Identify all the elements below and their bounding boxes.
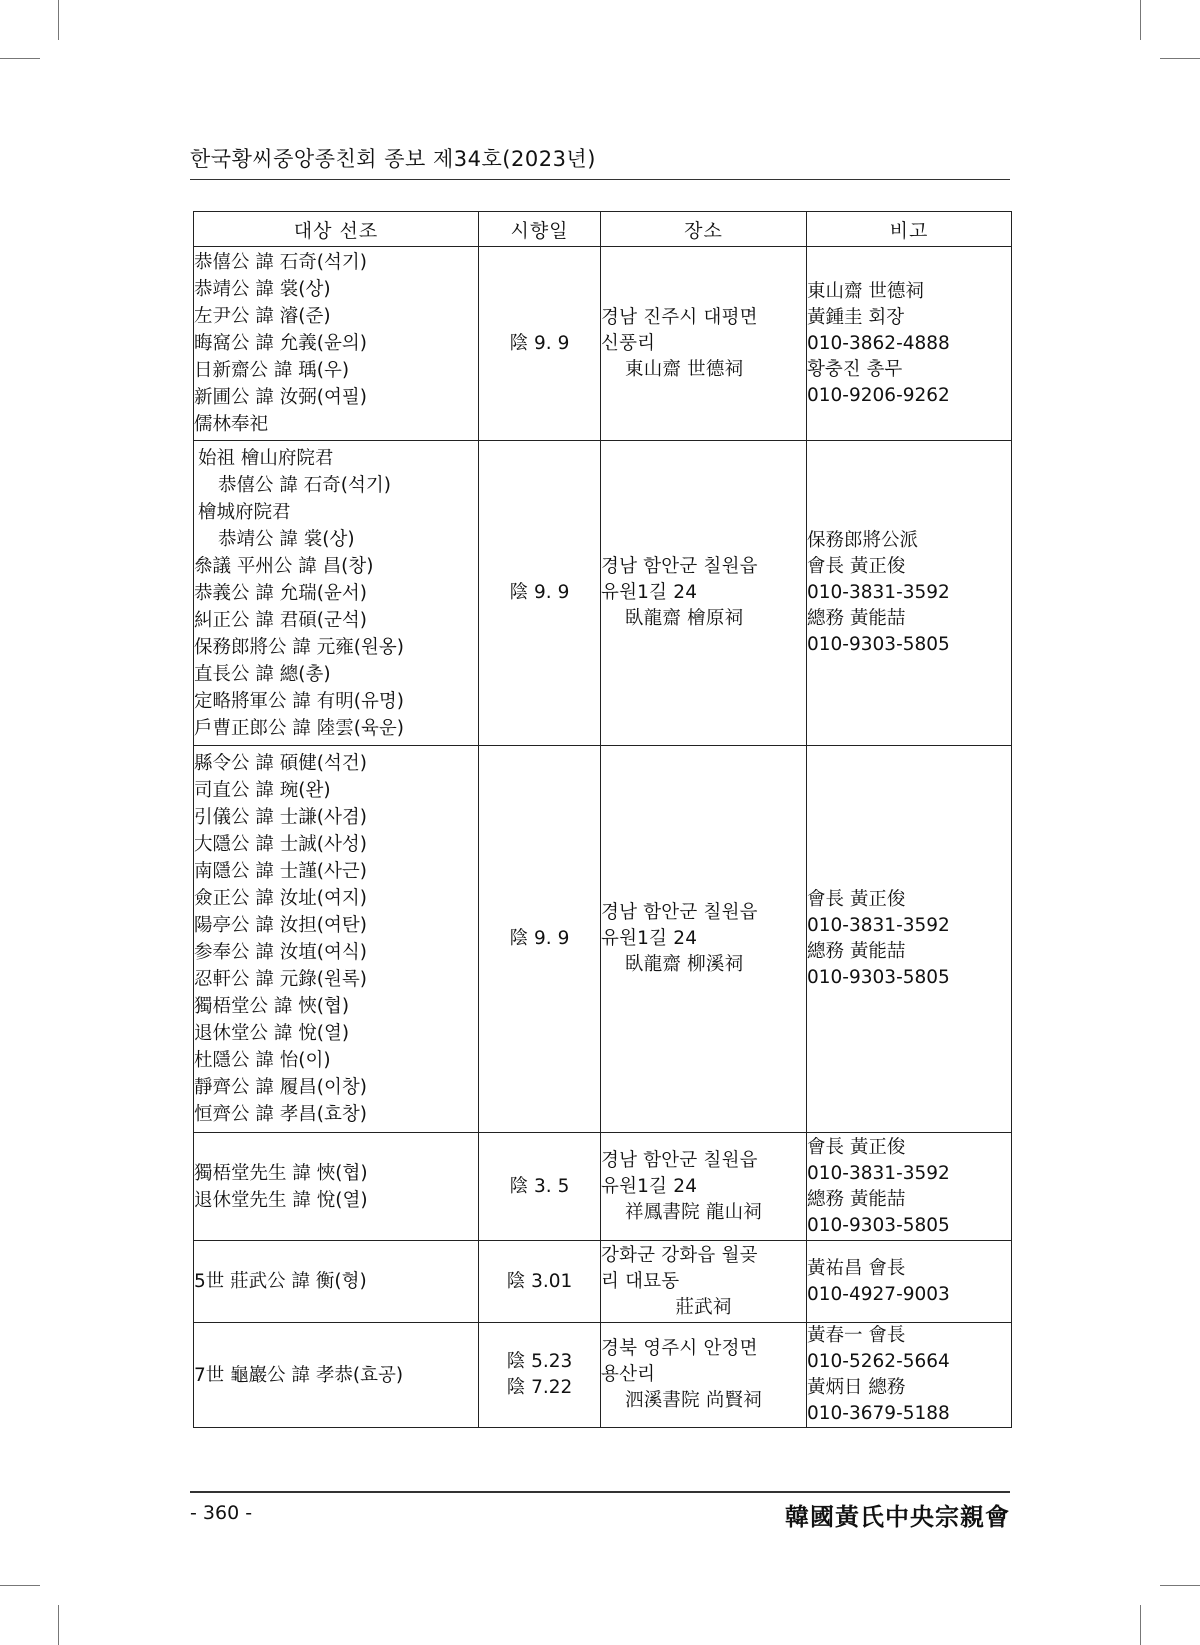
note-line: 會長 黃正俊	[807, 889, 906, 910]
ancestor-name: 忍軒公 諱 元錄(원록)	[194, 969, 367, 990]
place-cell	[601, 1241, 807, 1323]
note-phone: 010-3831-3592	[807, 582, 950, 603]
note-line: 總務 黃能喆	[807, 941, 906, 962]
rite-date: 陰 3. 5	[509, 1175, 570, 1197]
crop-mark	[0, 58, 40, 59]
rite-date: 陰 9. 9	[509, 332, 570, 354]
rite-date: 陰 9. 9	[509, 582, 570, 603]
column-header-ancestors: 대상 선조	[194, 212, 479, 247]
crop-mark	[58, 0, 59, 40]
column-header-place: 장소	[601, 212, 807, 247]
ancestors-cell	[194, 441, 479, 746]
place-line: 경남 진주시 대평면	[601, 306, 758, 328]
date-cell	[479, 247, 601, 441]
ancestor-name: 始祖 檜山府院君	[198, 447, 334, 469]
note-phone: 010-3862-4888	[807, 332, 950, 354]
ancestor-name: 糾正公 諱 君碩(군석)	[194, 609, 367, 631]
note-phone: 010-9303-5805	[807, 1214, 950, 1236]
place-line: 경북 영주시 안정면	[601, 1338, 758, 1359]
ancestors-cell	[194, 746, 479, 1133]
place-line: 용산리	[601, 1364, 656, 1385]
place-shrine: 東山齋 世德祠	[625, 358, 744, 380]
table-row	[194, 1323, 1012, 1428]
rite-date: 陰 3.01	[506, 1270, 573, 1292]
note-line: 會長 黃正俊	[807, 1136, 906, 1158]
page-number: - 360 -	[190, 1502, 253, 1524]
ancestor-name: 退休堂公 諱 悅(열)	[194, 1023, 350, 1044]
ancestor-name: 南隱公 諱 士謹(사근)	[194, 861, 367, 882]
date-cell	[479, 441, 601, 746]
ancestor-name: 叅議 平州公 諱 昌(창)	[194, 555, 374, 577]
ancestor-name: 恒齊公 諱 孝昌(효창)	[194, 1104, 367, 1125]
ancestors-cell	[194, 1133, 479, 1241]
note-line: 黃祐昌 會長	[807, 1257, 906, 1279]
ancestor-name: 恭義公 諱 允瑞(윤서)	[194, 582, 367, 604]
crop-mark	[1140, 0, 1141, 40]
ancestor-name: 獨梧堂公 諱 悏(협)	[194, 996, 350, 1017]
place-shrine: 泗溪書院 尚賢祠	[625, 1390, 762, 1411]
ancestor-name: 参奉公 諱 汝埴(여식)	[194, 942, 367, 963]
table-row	[194, 1241, 1012, 1323]
note-line: 黃鍾圭 회장	[807, 306, 905, 328]
place-line: 경남 함안군 칠원읍	[601, 556, 758, 577]
crop-mark	[1140, 1605, 1141, 1645]
table-row	[194, 247, 1012, 441]
ancestor-name: 引儀公 諱 士謙(사겸)	[194, 807, 367, 828]
ancestor-name: 縣令公 諱 碩健(석건)	[194, 753, 367, 774]
journal-header-title: 한국황씨중앙종친회 종보 제34호(2023년)	[190, 147, 596, 171]
note-line: 黃春一 會長	[807, 1325, 906, 1346]
place-cell	[601, 1323, 807, 1428]
note-phone: 010-9303-5805	[807, 967, 950, 988]
rite-date: 陰 7.22	[506, 1377, 573, 1398]
place-cell	[601, 247, 807, 441]
table-row	[194, 1133, 1012, 1241]
ancestor-name: 儒林奉祀	[194, 414, 269, 435]
place-line: 유원1길 24	[601, 928, 698, 949]
place-line: 경남 함안군 칠원읍	[601, 902, 758, 923]
place-line: 유원1길 24	[601, 582, 698, 603]
ancestor-name: 恭靖公 諱 裳(상)	[194, 279, 331, 300]
note-phone: 010-5262-5664	[807, 1351, 950, 1372]
ancestor-name: 檜城府院君	[198, 501, 291, 523]
date-cell	[479, 746, 601, 1133]
place-line: 리 대묘동	[601, 1270, 680, 1292]
ancestor-name: 新圃公 諱 汝弼(여필)	[194, 387, 367, 408]
ancestor-name: 保務郎將公 諱 元雍(원옹)	[194, 636, 404, 658]
ancestors-cell	[194, 1241, 479, 1323]
crop-mark	[1160, 1585, 1200, 1586]
note-cell	[807, 247, 1012, 441]
ancestor-name: 陽亭公 諱 汝担(여탄)	[194, 915, 367, 936]
note-cell	[807, 1323, 1012, 1428]
ancestor-name: 左尹公 諱 濬(준)	[194, 306, 331, 327]
crop-mark	[1160, 58, 1200, 59]
table-row	[194, 441, 1012, 746]
note-cell	[807, 746, 1012, 1133]
note-line: 總務 黃能喆	[807, 1188, 906, 1210]
date-cell	[479, 1241, 601, 1323]
note-phone: 010-9206-9262	[807, 384, 950, 406]
rite-date: 陰 9. 9	[509, 928, 570, 949]
note-line: 保務郎將公派	[807, 530, 919, 551]
ancestor-name: 靜齊公 諱 履昌(이창)	[194, 1077, 367, 1098]
table-row	[194, 746, 1012, 1133]
note-line: 東山齋 世德祠	[807, 280, 924, 302]
place-line: 강화군 강화읍 월곶	[601, 1244, 758, 1266]
ancestors-cell	[194, 247, 479, 441]
note-cell	[807, 441, 1012, 746]
ancestor-name: 晦窩公 諱 允義(윤의)	[194, 333, 367, 354]
ancestor-name: 恭靖公 諱 裳(상)	[218, 528, 355, 550]
place-shrine: 莊武祠	[675, 1296, 732, 1318]
note-phone: 010-3831-3592	[807, 1162, 950, 1184]
note-phone: 010-3831-3592	[807, 915, 950, 936]
place-cell	[601, 441, 807, 746]
header-divider	[190, 179, 1010, 180]
note-line: 總務 黃能喆	[807, 608, 906, 629]
ancestor-name: 直長公 諱 總(총)	[194, 663, 331, 685]
place-shrine: 臥龍齋 柳溪祠	[625, 954, 744, 975]
note-phone: 010-4927-9003	[807, 1283, 950, 1305]
place-line: 신풍리	[601, 332, 656, 354]
footer-divider	[190, 1491, 1010, 1493]
place-shrine: 祥鳳書院 龍山祠	[625, 1201, 762, 1223]
column-header-date: 시향일	[479, 212, 601, 247]
note-line: 황충진 총무	[807, 358, 903, 380]
place-shrine: 臥龍齋 檜原祠	[625, 608, 744, 629]
place-cell	[601, 1133, 807, 1241]
ancestor-name: 大隱公 諱 士誠(사성)	[194, 834, 367, 855]
ancestor-name: 恭僖公 諱 石奇(석기)	[194, 252, 367, 273]
note-cell	[807, 1133, 1012, 1241]
rite-date: 陰 5.23	[506, 1351, 573, 1372]
crop-mark	[58, 1605, 59, 1645]
note-phone: 010-9303-5805	[807, 634, 950, 655]
memorial-rites-table	[193, 211, 1012, 1428]
ancestor-name: 司直公 諱 琬(완)	[194, 780, 331, 801]
crop-mark	[0, 1585, 40, 1586]
note-cell	[807, 1241, 1012, 1323]
ancestor-name: 日新齋公 諱 瑀(우)	[194, 360, 350, 381]
date-cell	[479, 1323, 601, 1428]
ancestor-name: 退休堂先生 諱 悅(열)	[194, 1189, 368, 1211]
ancestor-name: 獨梧堂先生 諱 悏(협)	[194, 1162, 368, 1184]
table-header-row	[194, 212, 1012, 247]
ancestor-name: 定略將軍公 諱 有明(유명)	[194, 690, 404, 712]
ancestors-cell	[194, 1323, 479, 1428]
column-header-note: 비고	[807, 212, 1012, 247]
organization-logo-text: 韓國黃氏中央宗親會	[785, 1502, 1010, 1531]
ancestor-name: 杜隱公 諱 怡(이)	[194, 1050, 331, 1071]
note-line: 會長 黃正俊	[807, 556, 906, 577]
note-phone: 010-3679-5188	[807, 1403, 950, 1424]
ancestor-name: 7世 龜巖公 諱 孝恭(효공)	[194, 1364, 404, 1386]
date-cell	[479, 1133, 601, 1241]
place-cell	[601, 746, 807, 1133]
ancestor-name: 恭僖公 諱 石奇(석기)	[218, 474, 391, 496]
note-line: 黃炳日 總務	[807, 1377, 906, 1398]
ancestor-name: 僉正公 諱 汝址(여지)	[194, 888, 367, 909]
place-line: 유원1길 24	[601, 1175, 698, 1197]
place-line: 경남 함안군 칠원읍	[601, 1149, 758, 1171]
ancestor-name: 5世 莊武公 諱 衡(형)	[194, 1271, 367, 1292]
ancestor-name: 戶曹正郎公 諱 陸雲(육운)	[194, 717, 404, 739]
